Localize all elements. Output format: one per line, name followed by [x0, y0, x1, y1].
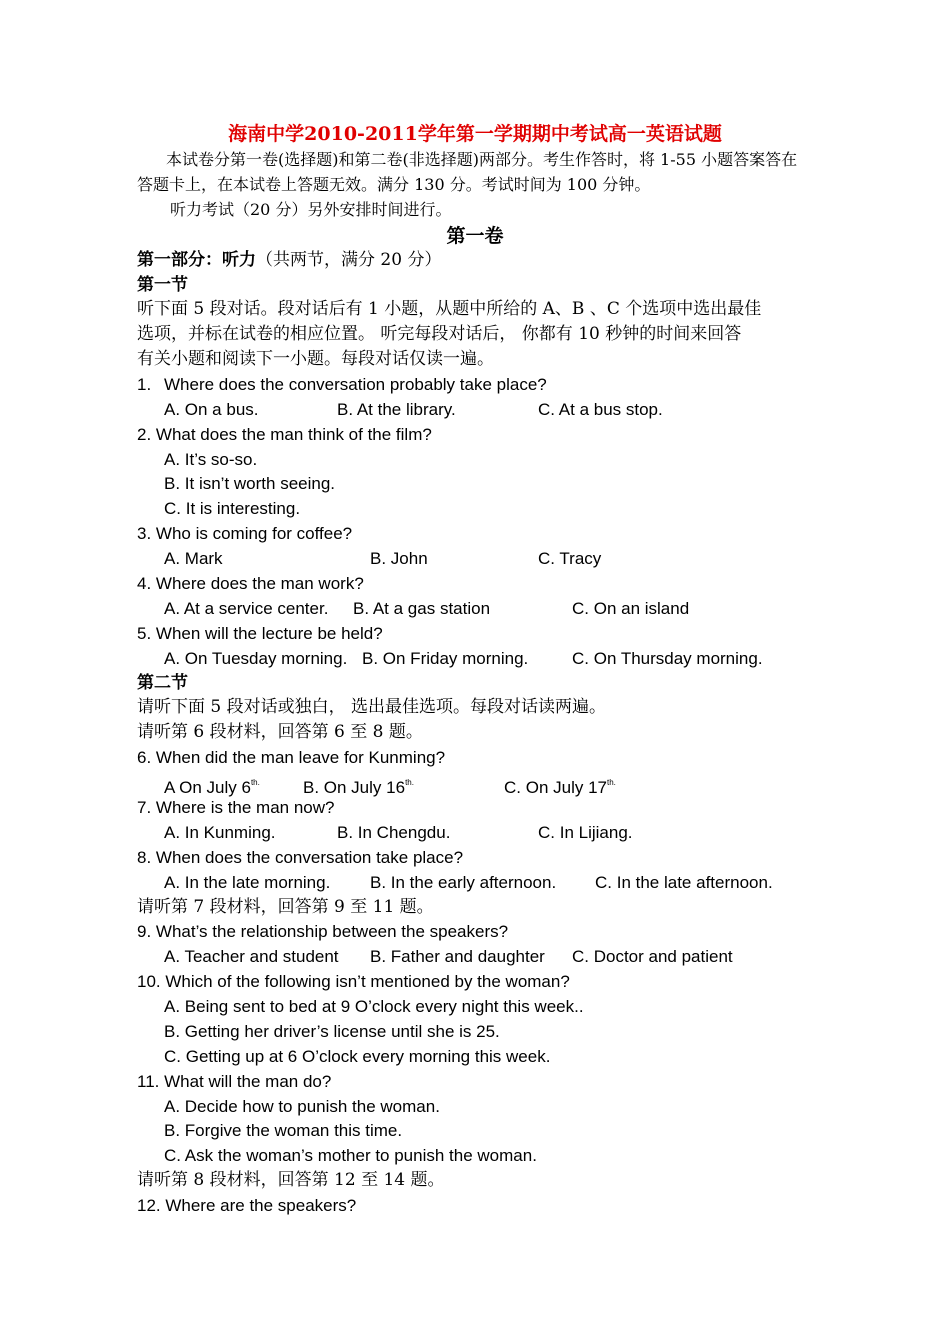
q3-option-b: B. John: [370, 549, 428, 568]
q7-option-b: B. In Chengdu.: [337, 823, 451, 842]
q10-question: 10. Which of the following isn’t mentioned by the woman?: [137, 972, 570, 991]
q10-option-b: B. Getting her driver’s license until she is 25.: [164, 1022, 500, 1041]
q6-option-b-sup: th.: [405, 778, 414, 787]
q8-question: 8. When does the conversation take place?: [137, 848, 464, 867]
q9-option-c: C. Doctor and patient: [572, 947, 733, 966]
intro-line-3: 听力考试（20 分）另外安排时间进行。: [170, 200, 452, 219]
q3-question: 3. Who is coming for coffee?: [137, 524, 353, 543]
section1-instr-1: 听下面 5 段对话。段对话后有 1 小题，从题中所给的 A、B 、C 个选项中选出最佳: [137, 299, 762, 319]
q10-option-a: A. Being sent to bed at 9 O’clock every night this week..: [164, 997, 584, 1016]
q4-option-b: B. At a gas station: [353, 599, 491, 618]
part1-heading-bold: 第一部分：听力: [137, 250, 256, 270]
q6-option-b-text: B. On July 16: [303, 778, 406, 797]
q5-question: 5. When will the lecture be held?: [137, 624, 383, 643]
material-7-instr: 请听第 7 段材料，回答第 9 至 11 题。: [137, 897, 434, 917]
page-title: 海南中学2010-2011学年第一学期期中考试高一英语试题: [228, 123, 722, 145]
q9-question: 9. What’s the relationship between the speakers?: [137, 922, 509, 941]
q4-option-a: A. At a service center.: [164, 599, 329, 618]
q1-question: Where does the conversation probably take place?: [164, 375, 547, 394]
q6-option-c: [504, 770, 616, 800]
q1-option-b: B. At the library.: [337, 400, 456, 419]
q11-question: 11. What will the man do?: [137, 1072, 332, 1091]
q6-question: 6. When did the man leave for Kunming?: [137, 748, 446, 767]
q4-option-c: C. On an island: [572, 599, 690, 618]
section2-instr: 请听下面 5 段对话或独白， 选出最佳选项。每段对话读两遍。: [137, 697, 607, 717]
intro-line-1: 本试卷分第一卷(选择题)和第二卷(非选择题)两部分。考生作答时，将 1-55 小题答案答在: [166, 150, 798, 169]
q1-number: 1.: [137, 375, 152, 394]
q3-option-a: A. Mark: [164, 549, 223, 568]
q6-option-a-text: A On July 6: [164, 778, 251, 797]
section1-instr-3: 有关小题和阅读下一小题。每段对话仅读一遍。: [137, 349, 494, 369]
material-8-instr: 请听第 8 段材料，回答第 12 至 14 题。: [137, 1170, 445, 1190]
section1-heading: 第一节: [137, 275, 188, 295]
q2-option-c: C. It is interesting.: [164, 499, 301, 518]
q9-option-a: A. Teacher and student: [164, 947, 339, 966]
section2-heading: 第二节: [137, 673, 188, 693]
q11-option-c: C. Ask the woman’s mother to punish the woman.: [164, 1146, 537, 1165]
q8-option-a: A. In the late morning.: [164, 873, 331, 892]
q6-option-c-text: C. On July 17: [504, 778, 607, 797]
q2-question: 2. What does the man think of the film?: [137, 425, 432, 444]
q5-option-b: B. On Friday morning.: [362, 649, 529, 668]
intro-line-2: 答题卡上，在本试卷上答题无效。满分 130 分。考试时间为 100 分钟。: [137, 175, 651, 194]
q11-option-a: A. Decide how to punish the woman.: [164, 1097, 440, 1116]
q2-option-b: B. It isn’t worth seeing.: [164, 474, 336, 493]
q1-option-a: A. On a bus.: [164, 400, 259, 419]
volume-heading: 第一卷: [446, 225, 504, 247]
part1-heading-rest: （共两节，满分 20 分）: [256, 250, 442, 270]
q9-option-b: B. Father and daughter: [370, 947, 545, 966]
q6-option-c-sup: th.: [607, 778, 616, 787]
q6-option-a-sup: th.: [250, 778, 260, 787]
q7-option-c: C. In Lijiang.: [538, 823, 633, 842]
q5-option-a: A. On Tuesday morning.: [164, 649, 348, 668]
q4-question: 4. Where does the man work?: [137, 574, 364, 593]
material-6-instr: 请听第 6 段材料，回答第 6 至 8 题。: [137, 722, 423, 742]
q8-option-c: C. In the late afternoon.: [595, 873, 773, 892]
section1-instr-2: 选项，并标在试卷的相应位置。 听完每段对话后， 你都有 10 秒钟的时间来回答: [137, 324, 742, 344]
q3-option-c: C. Tracy: [538, 549, 602, 568]
q5-option-c: C. On Thursday morning.: [572, 649, 763, 668]
q12-question: 12. Where are the speakers?: [137, 1196, 357, 1215]
q7-option-a: A. In Kunming.: [164, 823, 276, 842]
q11-option-b: B. Forgive the woman this time.: [164, 1121, 403, 1140]
q10-option-c: C. Getting up at 6 O’clock every morning this week.: [164, 1047, 551, 1066]
q2-option-a: A. It’s so-so.: [164, 450, 258, 469]
q1-option-c: C. At a bus stop.: [538, 400, 663, 419]
q8-option-b: B. In the early afternoon.: [370, 873, 557, 892]
q7-question: 7. Where is the man now?: [137, 798, 335, 817]
part1-heading: [137, 248, 817, 273]
